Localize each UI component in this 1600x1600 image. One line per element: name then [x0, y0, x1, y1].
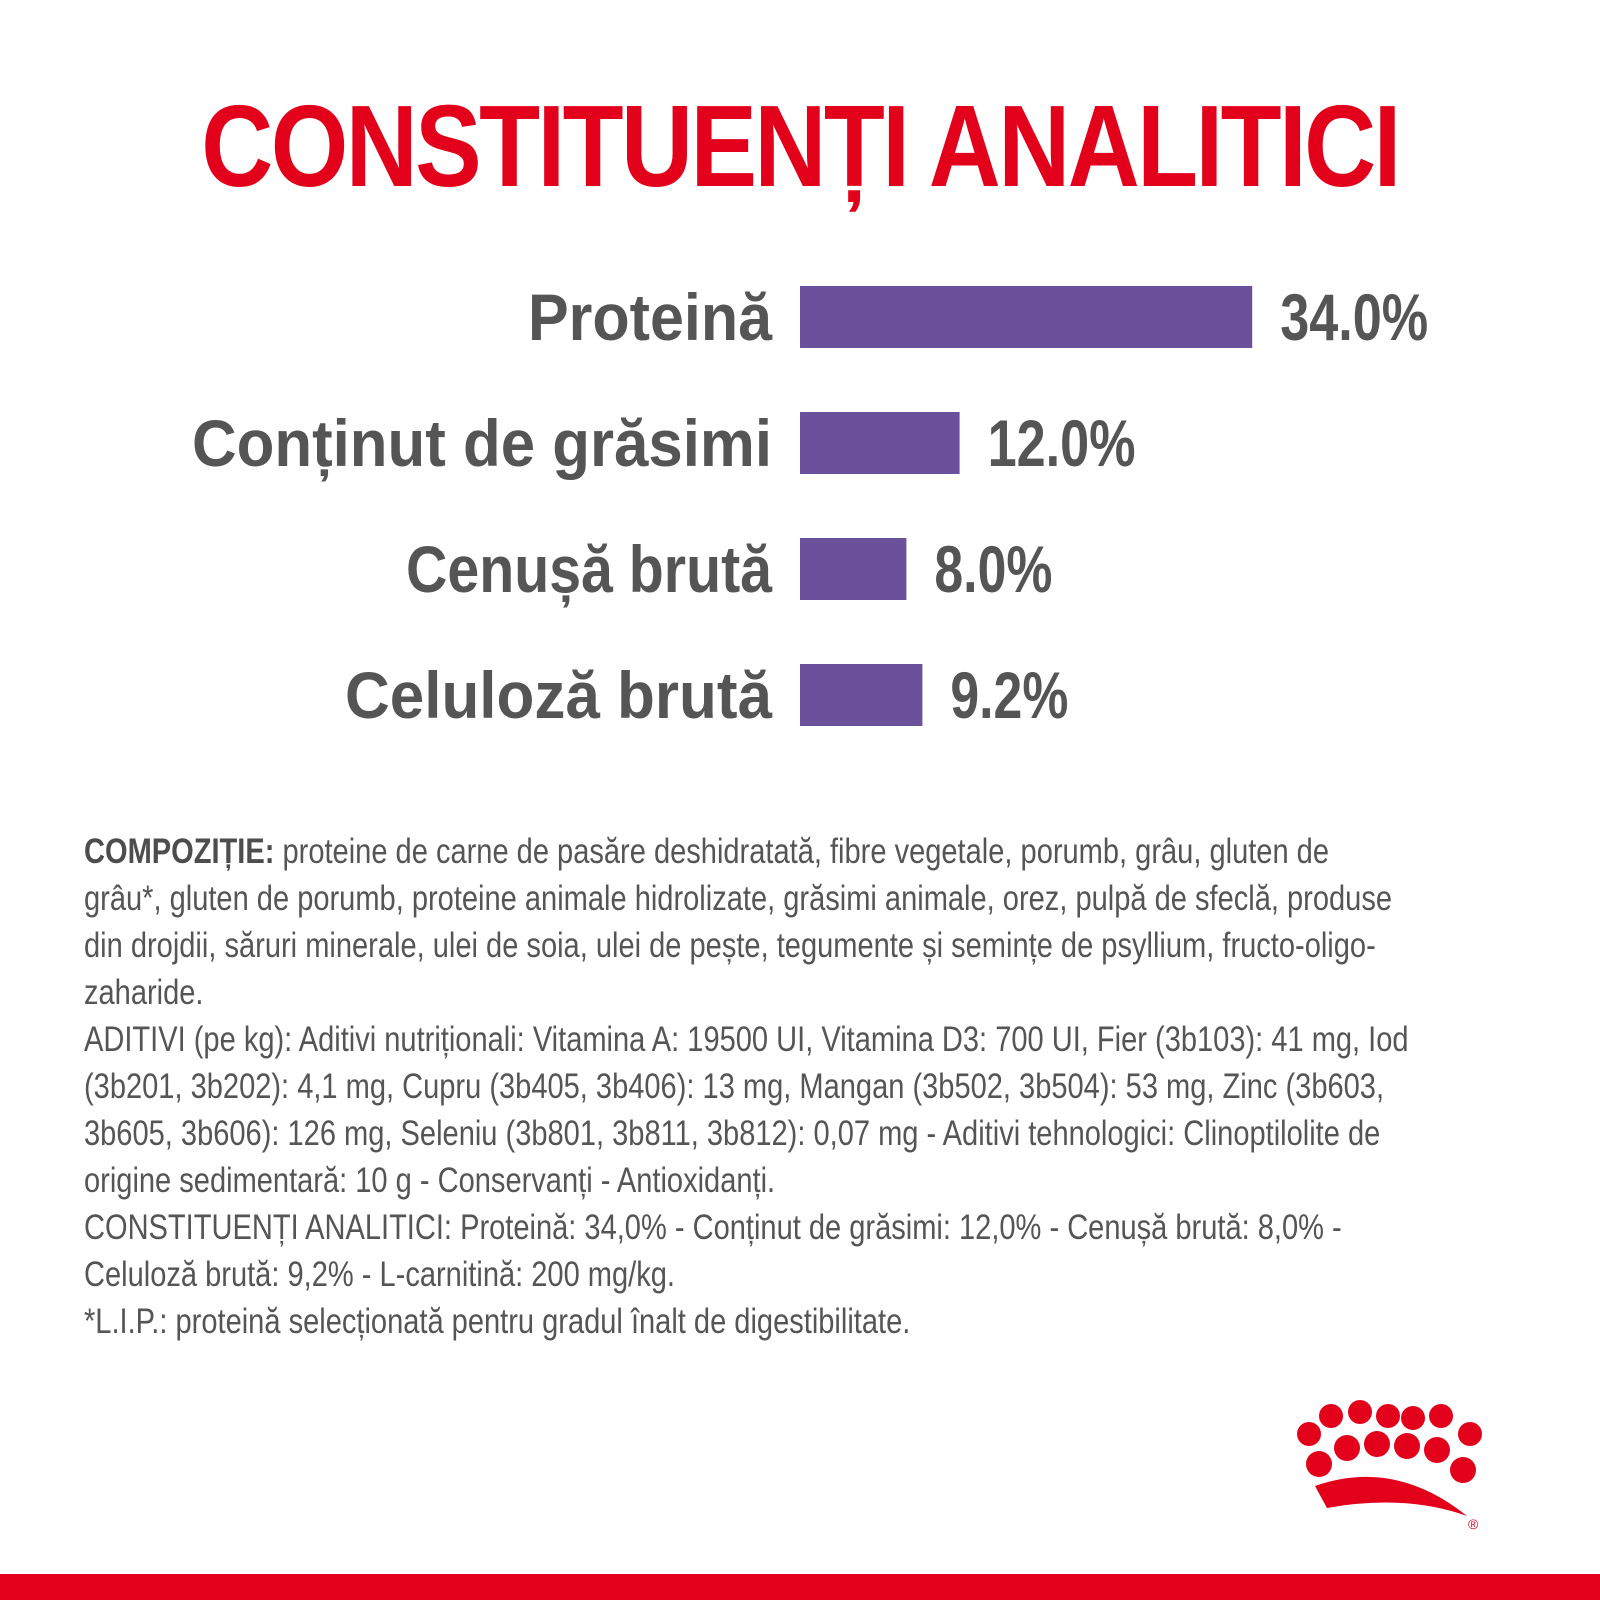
- bar: [800, 412, 960, 474]
- composition-ingredients: proteine de carne de pasăre deshidratată, fibre vegetale, porumb, grâu, gluten de grâu*, gluten de porumb, proteine animale hidrolizate, grăsimi animale, orez, pulpă de sfeclă, produse din drojdii, săruri minerale, ulei de soia, ulei de pește, tegumente și semințe de psyllium, fructo-oligo-zaharide.: [84, 832, 1393, 1012]
- composition-block: [84, 828, 1412, 1345]
- bottom-brand-bar: [0, 1574, 1600, 1600]
- composition-paragraph: [84, 828, 1412, 1016]
- value-label: 34.0%: [1280, 280, 1429, 354]
- nutrient-bar-chart: [0, 260, 1600, 760]
- category-label: Celuloză brută: [345, 658, 774, 732]
- category-label: Cenușă brută: [406, 532, 828, 606]
- value-label: 12.0%: [987, 406, 1136, 480]
- value-label: 8.0%: [934, 532, 1053, 606]
- bar: [800, 538, 906, 600]
- bar: [800, 286, 1252, 348]
- value-label: 9.2%: [950, 658, 1069, 732]
- crown-icon: [1285, 1398, 1515, 1538]
- category-label: Conținut de grăsimi: [192, 406, 812, 480]
- composition-analytical: CONSTITUENȚI ANALITICI: Proteină: 34,0% - Conținut de grăsimi: 12,0% - Cenușă brută: 8,0% - Celuloză brută: 9,2% - L-carnitină: 200 mg/kg.: [84, 1208, 1342, 1294]
- page-title: CONSTITUENȚI ANALITICI: [201, 81, 1399, 211]
- registered-mark: ®: [1468, 1516, 1479, 1532]
- bar: [800, 664, 922, 726]
- composition-footnote: *L.I.P.: proteină selecționată pentru gradul înalt de digestibilitate.: [84, 1302, 911, 1341]
- composition-additives: ADITIVI (pe kg): Aditivi nutriționali: Vitamina A: 19500 UI, Vitamina D3: 700 UI, Fier (3b103): 41 mg, Iod (3b201, 3b202): 4,1 mg, Cupru (3b405, 3b406): 13 mg, Mangan (3b502, 3b504): 53 mg, Zinc (3b603, 3b605, 3b606): 126 mg, Seleniu (3b801, 3b811, 3b812): 0,07 mg - Aditivi tehnologici: Clinoptilolite de origine sedimentară: 10 g - Conservanți - Antioxidanți.: [84, 1020, 1409, 1200]
- composition-label: COMPOZIȚIE:: [84, 832, 275, 871]
- category-label: Proteină: [528, 280, 774, 354]
